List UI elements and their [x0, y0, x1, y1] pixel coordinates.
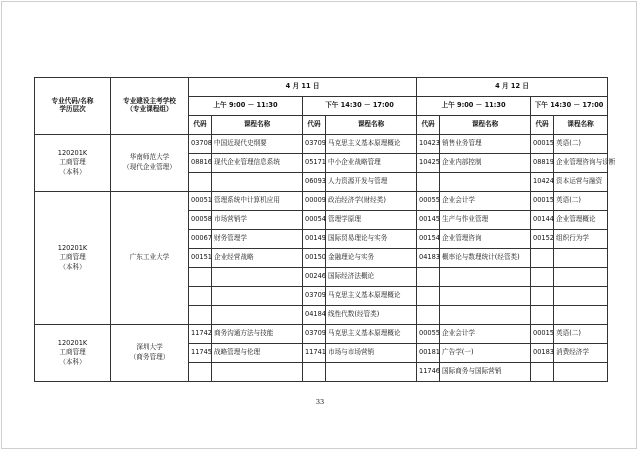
- degree-level: （本科）: [59, 167, 86, 176]
- course-code: 00152: [531, 230, 554, 249]
- major-cell: [35, 192, 111, 325]
- course-code: 03709: [303, 287, 326, 306]
- major-name: 工商管理: [59, 158, 86, 167]
- course-code: 00054: [303, 211, 326, 230]
- header-major-cell: [35, 78, 111, 135]
- course-code: [189, 268, 212, 287]
- course-code: 00145: [417, 211, 440, 230]
- course-name: [212, 173, 303, 192]
- course-code: 11745: [189, 344, 212, 363]
- course-name: 国际商务与国际营销: [440, 363, 531, 382]
- major-cell: [35, 135, 111, 192]
- school-name: 广东工业大学: [129, 253, 170, 262]
- schedule-body: [35, 135, 616, 382]
- course-name: [554, 363, 608, 382]
- course-name: [440, 268, 531, 287]
- course-name: 国际经济法概论: [326, 268, 417, 287]
- table-row: [35, 135, 608, 154]
- course-code: [189, 173, 212, 192]
- course-code: [417, 268, 440, 287]
- course-name: 企业管理咨询: [440, 230, 531, 249]
- course-name: 英语(二): [554, 135, 608, 154]
- course-name: 中国近现代史纲要: [212, 135, 303, 154]
- course-name: 概率论与数理统计(经管类): [440, 249, 531, 268]
- course-name: 企业内部控制: [440, 154, 531, 173]
- course-code: 05171: [303, 154, 326, 173]
- header-code: 代码: [417, 116, 440, 135]
- course-name: [212, 287, 303, 306]
- course-code: 11741: [303, 344, 326, 363]
- course-code: 00009: [303, 192, 326, 211]
- course-name: 马克思主义基本原理概论: [326, 135, 417, 154]
- course-code: 00067: [189, 230, 212, 249]
- course-code: 08819: [531, 154, 554, 173]
- course-code: [417, 173, 440, 192]
- course-name: 资本运营与融资: [554, 173, 608, 192]
- major-code: 120201K: [57, 243, 88, 252]
- course-code: 00015: [531, 192, 554, 211]
- major-code: 120201K: [57, 338, 88, 347]
- course-code: 10425: [417, 154, 440, 173]
- course-name: 广告学(一): [440, 344, 531, 363]
- header-school-cell: [111, 78, 189, 135]
- course-name: [554, 287, 608, 306]
- course-code: 04184: [303, 306, 326, 325]
- header-code: 代码: [303, 116, 326, 135]
- course-name: 销售业务管理: [440, 135, 531, 154]
- degree-level: （本科）: [59, 357, 86, 366]
- course-code: [189, 287, 212, 306]
- course-name: 战略管理与伦理: [212, 344, 303, 363]
- course-code: [531, 268, 554, 287]
- course-code: 00150: [303, 249, 326, 268]
- header-day2-morning: 上午 9:00 － 11:30: [417, 97, 531, 116]
- course-code: 00246: [303, 268, 326, 287]
- course-name: [212, 363, 303, 382]
- course-code: [531, 363, 554, 382]
- course-code: 00144: [531, 211, 554, 230]
- course-code: 00181: [417, 344, 440, 363]
- course-code: 04183: [417, 249, 440, 268]
- course-name: 英语(二): [554, 192, 608, 211]
- course-name: 线性代数(经管类): [326, 306, 417, 325]
- course-name: 市场与市场营销: [326, 344, 417, 363]
- school-name: 华南师范大学: [129, 153, 170, 162]
- page-number: 33: [315, 398, 325, 406]
- course-name: [440, 287, 531, 306]
- course-name: 财务管理学: [212, 230, 303, 249]
- course-name: 组织行为学: [554, 230, 608, 249]
- course-name: 人力资源开发与管理: [326, 173, 417, 192]
- course-code: [531, 249, 554, 268]
- course-name: [440, 306, 531, 325]
- major-name: 工商管理: [59, 253, 86, 262]
- header-group-label: （专业课程组）: [126, 105, 173, 113]
- header-course-name: 课程名称: [554, 116, 608, 135]
- table-row: [35, 325, 608, 344]
- degree-level: （本科）: [59, 262, 86, 271]
- course-name: 市场营销学: [212, 211, 303, 230]
- table-row: [35, 192, 608, 211]
- course-code: 06093: [303, 173, 326, 192]
- course-name: [554, 249, 608, 268]
- course-name: 马克思主义基本原理概论: [326, 325, 417, 344]
- course-name: 管理学原理: [326, 211, 417, 230]
- course-name: [212, 306, 303, 325]
- course-code: 11742: [189, 325, 212, 344]
- course-code: [531, 287, 554, 306]
- course-code: 00051: [189, 192, 212, 211]
- course-code: 00055: [417, 192, 440, 211]
- header-school-label: 专业建设主考学校: [123, 97, 176, 106]
- header-day2: 4 月 12 日: [417, 78, 608, 97]
- header-major-label: 专业代码/名称: [51, 97, 94, 106]
- major-name: 工商管理: [59, 348, 86, 357]
- course-name: 金融理论与实务: [326, 249, 417, 268]
- course-code: 00154: [417, 230, 440, 249]
- course-name: [326, 363, 417, 382]
- course-code: 00183: [531, 344, 554, 363]
- course-code: 00149: [303, 230, 326, 249]
- header-day1: 4 月 11 日: [189, 78, 417, 97]
- course-code: 00015: [531, 325, 554, 344]
- course-code: [531, 306, 554, 325]
- course-code: 00055: [417, 325, 440, 344]
- course-code: [417, 306, 440, 325]
- school-cell: [111, 325, 189, 382]
- course-name: 企业管理概论: [554, 211, 608, 230]
- course-name: 现代企业管理信息系统: [212, 154, 303, 173]
- header-code: 代码: [189, 116, 212, 135]
- course-name: 中小企业战略管理: [326, 154, 417, 173]
- course-code: 00151: [189, 249, 212, 268]
- major-cell: [35, 325, 111, 382]
- course-name: [440, 173, 531, 192]
- course-code: 11746: [417, 363, 440, 382]
- course-name: 消费经济学: [554, 344, 608, 363]
- header-day1-morning: 上午 9:00 － 11:30: [189, 97, 303, 116]
- course-code: [417, 287, 440, 306]
- header-day2-afternoon: 下午 14:30 － 17:00: [531, 97, 608, 116]
- header-course-name: 课程名称: [212, 116, 303, 135]
- course-code: 10423: [417, 135, 440, 154]
- course-name: 管理系统中计算机应用: [212, 192, 303, 211]
- header-row-day: [35, 78, 608, 97]
- header-course-name: 课程名称: [326, 116, 417, 135]
- course-code: [189, 363, 212, 382]
- school-cell: [111, 135, 189, 192]
- course-code: [303, 363, 326, 382]
- school-name: 深圳大学: [136, 343, 163, 352]
- course-code: 00015: [531, 135, 554, 154]
- header-course-name: 课程名称: [440, 116, 531, 135]
- course-code: 10424: [531, 173, 554, 192]
- header-day1-afternoon: 下午 14:30 － 17:00: [303, 97, 417, 116]
- course-name: 国际贸易理论与实务: [326, 230, 417, 249]
- course-group: （现代企业管理）: [123, 163, 176, 171]
- major-code: 120201K: [57, 148, 88, 157]
- header-level-label: 学历层次: [59, 105, 86, 113]
- course-name: 英语(二): [554, 325, 608, 344]
- course-code: 03709: [303, 135, 326, 154]
- course-group: （商务管理）: [129, 353, 170, 361]
- course-name: 企业会计学: [440, 325, 531, 344]
- course-code: 03709: [303, 325, 326, 344]
- course-name: [554, 268, 608, 287]
- header-code: 代码: [531, 116, 554, 135]
- course-name: [212, 268, 303, 287]
- course-name: 政治经济学(财经类): [326, 192, 417, 211]
- course-name: 企业经营战略: [212, 249, 303, 268]
- course-name: [554, 306, 608, 325]
- course-code: 00058: [189, 211, 212, 230]
- exam-schedule-table: [34, 77, 616, 382]
- course-code: 08816: [189, 154, 212, 173]
- school-cell: [111, 192, 189, 325]
- course-name: 企业管理咨询与诊断: [554, 154, 608, 173]
- course-name: 马克思主义基本原理概论: [326, 287, 417, 306]
- course-name: 企业会计学: [440, 192, 531, 211]
- course-code: 03708: [189, 135, 212, 154]
- course-name: 商务沟通方法与技能: [212, 325, 303, 344]
- course-name: 生产与作业管理: [440, 211, 531, 230]
- course-code: [189, 306, 212, 325]
